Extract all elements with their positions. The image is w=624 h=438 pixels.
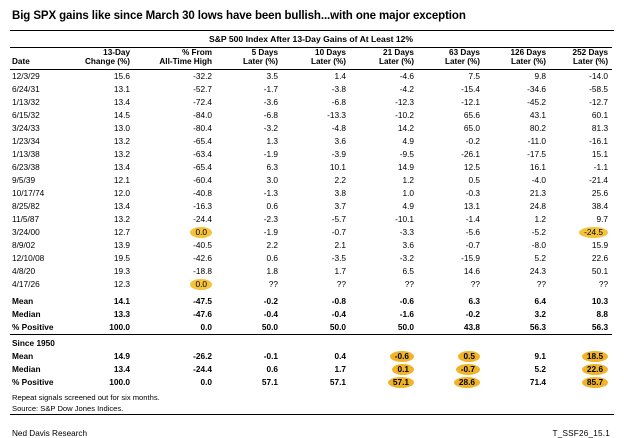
cell-13day-change: 13.2	[113, 214, 130, 225]
cell-63-days-later: -0.7	[465, 240, 480, 251]
since-1950-label: Since 1950	[10, 335, 612, 351]
table-row	[10, 83, 612, 96]
cell-63-days-later: -26.1	[461, 149, 480, 160]
table-row	[10, 226, 612, 239]
cell-126-days-later: 71.4	[529, 377, 546, 388]
table-row	[10, 265, 612, 278]
cell-from-all-time-high: 0.0	[200, 322, 212, 333]
column-header-10-days-later-line1: 10 Days	[315, 48, 346, 57]
table-title-row	[10, 31, 612, 48]
column-header-21-days-later	[356, 48, 424, 70]
cell-10-days-later: -4.8	[331, 123, 346, 134]
column-header-126-days-later-line1: 126 Days	[510, 48, 546, 57]
cell-date: 9/5/39	[12, 175, 36, 186]
cell-13day-change: 13.4	[113, 364, 130, 375]
cell-13day-change: 13.3	[113, 309, 130, 320]
since-1950-header-row	[10, 335, 612, 351]
cell-21-days-later	[356, 350, 424, 363]
highlight-marker: 0.0	[190, 279, 212, 290]
table-row	[10, 161, 612, 174]
summary-row	[10, 321, 612, 335]
cell-5-days-later: 50.0	[261, 322, 278, 333]
cell-5-days-later: ??	[268, 279, 278, 290]
cell-13day-change: 13.4	[113, 201, 130, 212]
cell-13day-change: 12.1	[113, 175, 130, 186]
footer	[10, 429, 614, 438]
cell-252-days-later: 38.4	[591, 201, 609, 212]
cell-5-days-later: 0.6	[266, 364, 278, 375]
cell-252-days-later	[556, 376, 612, 389]
footnotes	[10, 393, 614, 414]
cell-summary-label: Mean	[12, 351, 34, 362]
cell-252-days-later: 15.9	[591, 240, 609, 251]
cell-date: 4/17/26	[12, 279, 40, 290]
column-header-21-days-later-line1: 21 Days	[383, 48, 414, 57]
spx-gains-table	[10, 31, 612, 389]
cell-21-days-later: ??	[404, 279, 414, 290]
cell-5-days-later: 0.6	[266, 201, 278, 212]
table-row	[10, 187, 612, 200]
cell-21-days-later: -3.2	[399, 253, 414, 264]
summary-row-since-1950	[10, 350, 612, 363]
summary-row-since-1950	[10, 363, 612, 376]
cell-from-all-time-high: -65.4	[193, 136, 212, 147]
cell-date: 1/23/34	[12, 136, 40, 147]
cell-126-days-later: 24.3	[529, 266, 546, 277]
cell-5-days-later: 3.0	[266, 175, 278, 186]
cell-13day-change: 13.1	[113, 84, 130, 95]
cell-13day-change: 13.2	[113, 149, 130, 160]
cell-date: 8/9/02	[12, 240, 36, 251]
cell-from-all-time-high: -16.3	[193, 201, 212, 212]
cell-21-days-later: -0.6	[399, 296, 414, 307]
cell-5-days-later: -0.1	[263, 351, 278, 362]
table-title: S&P 500 Index After 13-Day Gains of At Least 12%	[10, 31, 612, 48]
cell-from-all-time-high: -80.4	[193, 123, 212, 134]
column-header-252-days-later	[556, 48, 612, 70]
data-table-container	[10, 30, 614, 415]
table-row	[10, 109, 612, 122]
cell-from-all-time-high: -18.8	[193, 266, 212, 277]
cell-13day-change: 13.2	[113, 136, 130, 147]
cell-10-days-later: 2.2	[334, 175, 346, 186]
highlight-marker: 18.5	[582, 351, 608, 362]
column-header-63-days-later-line1: 63 Days	[449, 48, 480, 57]
cell-10-days-later: 3.8	[334, 188, 346, 199]
cell-252-days-later: 60.1	[591, 110, 609, 121]
cell-21-days-later: 50.0	[397, 322, 414, 333]
cell-21-days-later: -4.6	[399, 71, 414, 82]
cell-from-all-time-high: -47.6	[193, 309, 212, 320]
summary-row	[10, 308, 612, 321]
cell-10-days-later: ??	[336, 279, 346, 290]
cell-13day-change: 100.0	[109, 322, 130, 333]
cell-13day-change: 12.3	[113, 279, 130, 290]
table-row	[10, 135, 612, 148]
cell-from-all-time-high: -52.7	[193, 84, 212, 95]
cell-126-days-later: -8.0	[531, 240, 546, 251]
cell-5-days-later: -3.6	[263, 97, 278, 108]
table-row	[10, 122, 612, 135]
cell-5-days-later: 57.1	[261, 377, 278, 388]
cell-21-days-later	[356, 363, 424, 376]
cell-13day-change: 12.0	[113, 188, 130, 199]
cell-from-all-time-high: -24.4	[193, 364, 212, 375]
cell-63-days-later: 43.8	[463, 322, 480, 333]
cell-10-days-later: 57.1	[329, 377, 346, 388]
cell-126-days-later: -17.5	[527, 149, 546, 160]
cell-21-days-later: -3.3	[399, 227, 414, 238]
cell-from-all-time-high	[140, 278, 222, 291]
cell-252-days-later	[556, 350, 612, 363]
column-header-10-days-later	[288, 48, 356, 70]
cell-date: 12/10/08	[12, 253, 45, 264]
cell-13day-change: 13.0	[113, 123, 130, 134]
cell-5-days-later: 1.3	[266, 136, 278, 147]
table-row	[10, 252, 612, 265]
cell-252-days-later	[556, 363, 612, 376]
summary-all-history	[10, 291, 612, 335]
cell-from-all-time-high: -63.4	[193, 149, 212, 160]
cell-63-days-later: -1.4	[465, 214, 480, 225]
cell-from-all-time-high: -65.4	[193, 162, 212, 173]
column-header-from-all-time-high-line2: All-Time High	[159, 57, 212, 67]
table-row	[10, 278, 612, 291]
cell-126-days-later: -34.6	[527, 84, 546, 95]
cell-21-days-later	[356, 376, 424, 389]
cell-126-days-later: 21.3	[529, 188, 546, 199]
cell-10-days-later: -0.4	[331, 309, 346, 320]
highlight-marker: -0.6	[390, 351, 414, 362]
cell-13day-change: 14.1	[113, 296, 130, 307]
cell-21-days-later: -4.2	[399, 84, 414, 95]
cell-summary-label: Mean	[12, 296, 34, 307]
cell-252-days-later: 25.6	[591, 188, 609, 199]
cell-21-days-later: 14.9	[397, 162, 414, 173]
cell-date: 4/8/20	[12, 266, 36, 277]
cell-13day-change: 14.5	[113, 110, 130, 121]
cell-5-days-later: -1.9	[263, 227, 278, 238]
cell-63-days-later: 14.6	[463, 266, 480, 277]
cell-126-days-later: 16.1	[529, 162, 546, 173]
cell-63-days-later: -15.4	[461, 84, 480, 95]
cell-63-days-later: -0.3	[465, 188, 480, 199]
cell-10-days-later: 0.4	[334, 351, 346, 362]
cell-from-all-time-high: -72.4	[193, 97, 212, 108]
column-header-10-days-later-line2: Later (%)	[310, 57, 346, 67]
cell-13day-change: 13.9	[113, 240, 130, 251]
cell-5-days-later: 0.6	[266, 253, 278, 264]
cell-21-days-later: -1.6	[399, 309, 414, 320]
table-row	[10, 70, 612, 84]
highlight-marker: 85.7	[582, 377, 608, 388]
highlight-marker: 0.1	[392, 364, 414, 375]
cell-10-days-later: -6.8	[331, 97, 346, 108]
cell-126-days-later: 56.3	[529, 322, 546, 333]
cell-126-days-later: 43.1	[529, 110, 546, 121]
cell-5-days-later: -1.9	[263, 149, 278, 160]
cell-63-days-later: 13.1	[463, 201, 480, 212]
column-header-from-all-time-high-line1: % From	[181, 48, 212, 57]
cell-date: 1/13/32	[12, 97, 40, 108]
cell-date: 8/25/82	[12, 201, 40, 212]
cell-126-days-later: 9.8	[534, 71, 546, 82]
cell-summary-label: Median	[12, 309, 41, 320]
cell-21-days-later: 14.2	[397, 123, 414, 134]
cell-date: 1/13/38	[12, 149, 40, 160]
cell-10-days-later: 10.1	[329, 162, 346, 173]
column-header-126-days-later	[490, 48, 556, 70]
cell-13day-change: 15.6	[113, 71, 130, 82]
cell-252-days-later: 9.7	[596, 214, 609, 225]
column-header-21-days-later-line2: Later (%)	[378, 57, 414, 67]
cell-from-all-time-high: -47.5	[193, 296, 212, 307]
cell-from-all-time-high: -40.8	[193, 188, 212, 199]
column-header-252-days-later-line2: Later (%)	[573, 57, 609, 67]
cell-126-days-later: 80.2	[529, 123, 546, 134]
cell-from-all-time-high: -40.5	[193, 240, 212, 251]
cell-63-days-later: 65.0	[463, 123, 480, 134]
cell-13day-change: 14.9	[113, 351, 130, 362]
cell-63-days-later: 6.3	[468, 296, 480, 307]
table-row	[10, 200, 612, 213]
cell-63-days-later: -12.1	[461, 97, 480, 108]
cell-5-days-later: 3.5	[266, 71, 278, 82]
column-header-5-days-later-line2: Later (%)	[242, 57, 278, 67]
cell-252-days-later: 15.1	[591, 149, 609, 160]
column-header-date	[10, 48, 72, 70]
cell-63-days-later	[424, 376, 490, 389]
table-row	[10, 96, 612, 109]
cell-252-days-later: 56.3	[591, 322, 609, 333]
cell-63-days-later: ??	[470, 279, 480, 290]
cell-252-days-later: -12.7	[589, 97, 609, 108]
cell-from-all-time-high: 0.0	[200, 377, 212, 388]
highlight-marker: 22.6	[582, 364, 608, 375]
cell-10-days-later: 3.6	[334, 136, 346, 147]
column-header-date-line2: Date	[12, 57, 30, 67]
cell-date: 6/15/32	[12, 110, 40, 121]
cell-21-days-later: -9.5	[399, 149, 414, 160]
cell-126-days-later: 6.4	[534, 296, 546, 307]
cell-63-days-later: 65.6	[463, 110, 480, 121]
summary-row	[10, 295, 612, 308]
cell-date: 3/24/00	[12, 227, 40, 238]
cell-from-all-time-high: -60.4	[193, 175, 212, 186]
cell-date: 6/23/38	[12, 162, 40, 173]
cell-21-days-later: 6.5	[402, 266, 414, 277]
summary-since-1950	[10, 335, 612, 390]
cell-63-days-later: 12.5	[463, 162, 480, 173]
cell-5-days-later: 6.3	[266, 162, 278, 173]
page-title: Big SPX gains like since March 30 lows have been bullish...with one major exception	[12, 10, 466, 22]
cell-126-days-later: 3.2	[534, 309, 546, 320]
cell-10-days-later: -0.8	[331, 296, 346, 307]
cell-10-days-later: -5.7	[331, 214, 346, 225]
cell-126-days-later: 5.2	[534, 364, 546, 375]
cell-10-days-later: 2.1	[334, 240, 346, 251]
column-header-252-days-later-line1: 252 Days	[572, 48, 609, 57]
column-header-63-days-later	[424, 48, 490, 70]
column-header-13day-change-line2: Change (%)	[84, 57, 130, 67]
cell-126-days-later: -45.2	[527, 97, 546, 108]
cell-126-days-later: 5.2	[534, 253, 546, 264]
cell-252-days-later: 22.6	[591, 253, 609, 264]
cell-13day-change: 19.5	[113, 253, 130, 264]
cell-5-days-later: -0.2	[263, 296, 278, 307]
cell-date: 6/24/31	[12, 84, 40, 95]
column-header-63-days-later-line2: Later (%)	[444, 57, 480, 67]
table-row	[10, 239, 612, 252]
cell-252-days-later: 50.1	[591, 266, 609, 277]
column-header-from-all-time-high	[140, 48, 222, 70]
cell-63-days-later: -15.9	[461, 253, 480, 264]
cell-summary-label: % Positive	[12, 322, 54, 333]
summary-row-since-1950	[10, 376, 612, 389]
cell-252-days-later: 81.3	[591, 123, 609, 134]
highlight-marker: -24.5	[579, 227, 608, 238]
cell-126-days-later: -4.0	[531, 175, 546, 186]
cell-from-all-time-high: -84.0	[193, 110, 212, 121]
cell-21-days-later: 1.2	[402, 175, 414, 186]
cell-5-days-later: -6.8	[263, 110, 278, 121]
cell-126-days-later: 9.1	[534, 351, 546, 362]
column-header-5-days-later	[222, 48, 288, 70]
cell-13day-change: 13.4	[113, 162, 130, 173]
cell-5-days-later: -1.7	[263, 84, 278, 95]
cell-5-days-later: -1.3	[263, 188, 278, 199]
cell-date: 10/17/74	[12, 188, 45, 199]
footer-chart-id: T_SSF26_15.1	[552, 428, 610, 438]
cell-63-days-later: -0.2	[465, 309, 480, 320]
table-row	[10, 174, 612, 187]
cell-252-days-later: 8.8	[596, 309, 609, 320]
cell-from-all-time-high	[140, 226, 222, 239]
highlight-marker: 0.0	[190, 227, 212, 238]
cell-5-days-later: 1.8	[266, 266, 278, 277]
cell-13day-change: 13.4	[113, 97, 130, 108]
cell-13day-change: 100.0	[109, 377, 130, 388]
cell-date: 3/24/33	[12, 123, 40, 134]
table-body	[10, 70, 612, 292]
cell-10-days-later: -3.5	[331, 253, 346, 264]
cell-252-days-later: -14.0	[589, 71, 609, 82]
column-header-5-days-later-line1: 5 Days	[251, 48, 278, 57]
cell-252-days-later	[556, 226, 612, 239]
cell-126-days-later: 24.8	[529, 201, 546, 212]
cell-21-days-later: -10.1	[395, 214, 414, 225]
cell-10-days-later: 1.7	[334, 266, 346, 277]
cell-63-days-later: 0.5	[468, 175, 480, 186]
footnote-source: Source: S&P Dow Jones Indices.	[12, 403, 124, 413]
cell-date: 12/3/29	[12, 71, 40, 82]
cell-date: 11/5/87	[12, 214, 40, 225]
cell-10-days-later: 3.7	[334, 201, 346, 212]
footnote-repeat-signals: Repeat signals screened out for six months.	[12, 393, 160, 403]
cell-10-days-later: -13.3	[327, 110, 346, 121]
cell-63-days-later	[424, 350, 490, 363]
cell-10-days-later: 50.0	[329, 322, 346, 333]
column-header-13day-change-line1: 13-Day	[103, 48, 130, 57]
cell-63-days-later	[424, 363, 490, 376]
cell-5-days-later: -2.3	[263, 214, 278, 225]
cell-126-days-later: 1.2	[534, 214, 546, 225]
cell-252-days-later: -16.1	[589, 136, 609, 147]
cell-21-days-later: -12.3	[395, 97, 414, 108]
cell-63-days-later: -0.2	[465, 136, 480, 147]
table-row	[10, 148, 612, 161]
highlight-marker: 0.5	[458, 351, 480, 362]
cell-21-days-later: 1.0	[402, 188, 414, 199]
cell-252-days-later: ??	[598, 279, 609, 290]
cell-126-days-later: ??	[536, 279, 546, 290]
column-header-126-days-later-line2: Later (%)	[510, 57, 546, 67]
cell-252-days-later: 10.3	[591, 296, 609, 307]
table-row	[10, 213, 612, 226]
cell-126-days-later: -5.2	[531, 227, 546, 238]
cell-10-days-later: 1.4	[334, 71, 346, 82]
cell-126-days-later: -11.0	[527, 136, 546, 147]
cell-from-all-time-high: -32.2	[193, 71, 212, 82]
cell-21-days-later: -10.2	[395, 110, 414, 121]
cell-5-days-later: -3.2	[263, 123, 278, 134]
cell-63-days-later: 7.5	[468, 71, 480, 82]
cell-13day-change: 19.3	[113, 266, 130, 277]
table-header-row	[10, 48, 612, 70]
column-header-13day-change	[72, 48, 140, 70]
cell-10-days-later: -3.8	[331, 84, 346, 95]
cell-21-days-later: 4.9	[402, 201, 414, 212]
cell-10-days-later: -0.7	[331, 227, 346, 238]
highlight-marker: 57.1	[388, 377, 414, 388]
cell-21-days-later: 4.9	[402, 136, 414, 147]
cell-252-days-later: -1.1	[593, 162, 609, 173]
highlight-marker: -0.7	[456, 364, 480, 375]
cell-21-days-later: 3.6	[402, 240, 414, 251]
cell-summary-label: % Positive	[12, 377, 54, 388]
cell-13day-change: 12.7	[113, 227, 130, 238]
cell-63-days-later: -5.6	[465, 227, 480, 238]
cell-10-days-later: 1.7	[334, 364, 346, 375]
cell-10-days-later: -3.9	[331, 149, 346, 160]
cell-from-all-time-high: -26.2	[193, 351, 212, 362]
cell-from-all-time-high: -24.4	[193, 214, 212, 225]
cell-252-days-later: -58.5	[589, 84, 609, 95]
cell-5-days-later: -0.4	[263, 309, 278, 320]
cell-5-days-later: 2.2	[266, 240, 278, 251]
highlight-marker: 28.6	[454, 377, 480, 388]
footer-publisher: Ned Davis Research	[12, 428, 88, 438]
cell-252-days-later: -21.4	[589, 175, 609, 186]
cell-summary-label: Median	[12, 364, 41, 375]
cell-from-all-time-high: -42.6	[193, 253, 212, 264]
